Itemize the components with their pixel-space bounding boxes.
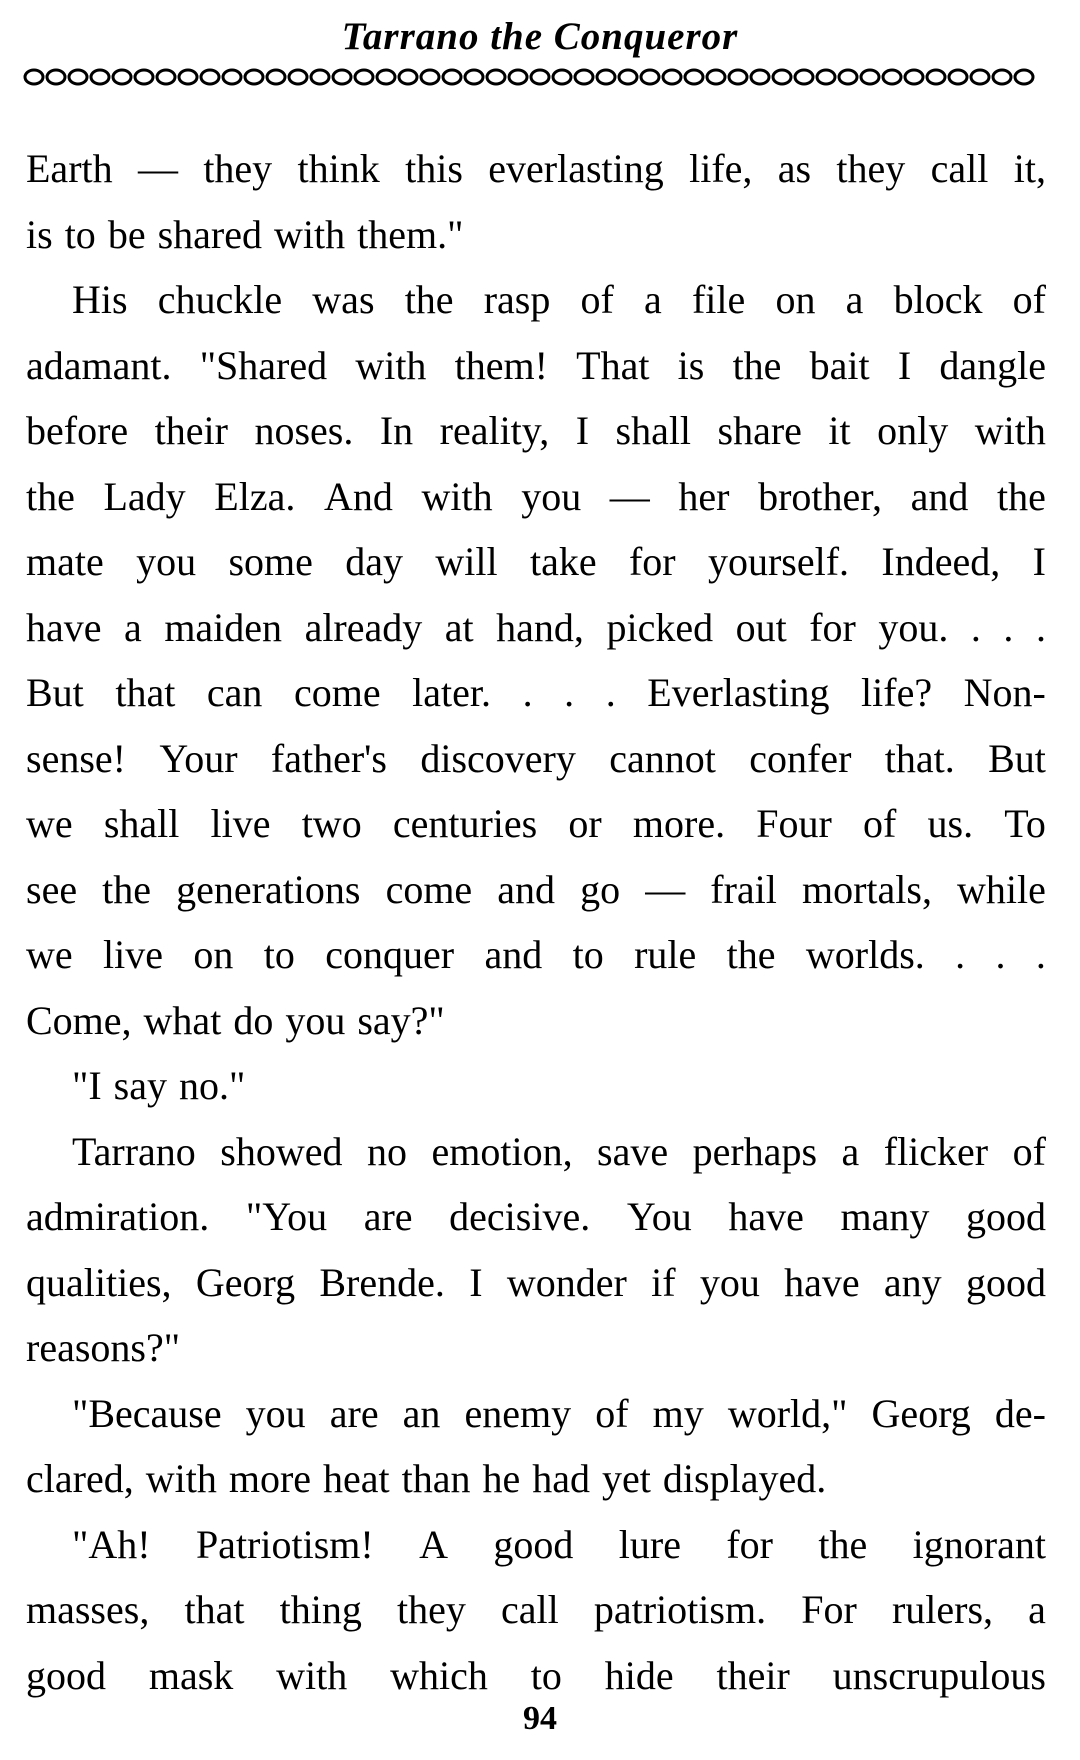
ornament-loop	[751, 70, 769, 84]
text-line: "Ah! Patriotism! A good lure for the ignorant	[72, 1521, 1046, 1567]
ornament-loop	[839, 70, 857, 84]
text-line: sense! Your father's discovery cannot confer that. But	[26, 735, 1046, 781]
ornament-loop	[333, 70, 351, 84]
ornament-loop	[685, 70, 703, 84]
text-line: adamant. "Shared with them! That is the bait I dangle	[26, 342, 1046, 388]
text-line: good mask with which to hide their unscrupulous	[26, 1652, 1046, 1698]
ornament-loop	[135, 70, 153, 84]
ornament-loop	[487, 70, 505, 84]
ornament-loop	[311, 70, 329, 84]
body-text	[26, 136, 1046, 1708]
text-line: Come, what do you say?"	[26, 997, 445, 1043]
ornament-loop	[377, 70, 395, 84]
text-line: "Because you are an enemy of my world," Georg de-	[72, 1390, 1046, 1436]
text-line: clared, with more heat than he had yet displayed.	[26, 1456, 827, 1501]
ornament-loop	[993, 70, 1011, 84]
text-line: before their noses. In reality, I shall share it only with	[26, 408, 1046, 453]
text-line: have a maiden already at hand, picked out for you. . . .	[26, 604, 1046, 650]
text-line: masses, that thing they call patriotism. For rulers, a	[26, 1587, 1046, 1632]
ornament-loop	[817, 70, 835, 84]
ornament-loop	[69, 70, 87, 84]
text-line: mate you some day will take for yourself. Indeed, I	[26, 539, 1046, 584]
ornament-loop	[949, 70, 967, 84]
ornament-loop	[795, 70, 813, 84]
text-line: we live on to conquer and to rule the worlds. . . .	[26, 932, 1046, 977]
ornament-loop	[113, 70, 131, 84]
text-line: "I say no."	[72, 1063, 246, 1108]
ornament-loop	[905, 70, 923, 84]
ornament-loop	[245, 70, 263, 84]
ornament-loop	[223, 70, 241, 84]
ornament-loop	[531, 70, 549, 84]
ornament-loop	[1015, 70, 1033, 84]
ornament-loop	[47, 70, 65, 84]
text-line: reasons?"	[26, 1325, 181, 1370]
ornament-loop	[179, 70, 197, 84]
ornament-loop	[553, 70, 571, 84]
ornament-loop	[509, 70, 527, 84]
ornament-loop	[619, 70, 637, 84]
ornament-loop	[201, 70, 219, 84]
ornament-loop	[663, 70, 681, 84]
ornament-loop	[707, 70, 725, 84]
text-line: qualities, Georg Brende. I wonder if you have any good	[26, 1259, 1046, 1305]
ornament-loop	[421, 70, 439, 84]
ornament-loop	[773, 70, 791, 84]
ornament-loop	[861, 70, 879, 84]
ornament-loop	[355, 70, 373, 84]
ornament-loop	[927, 70, 945, 84]
text-line: is to be shared with them."	[26, 211, 464, 257]
page-number: 94	[523, 1700, 557, 1737]
ornament-loop	[971, 70, 989, 84]
text-line: Tarrano showed no emotion, save perhaps a flicker of	[72, 1128, 1046, 1174]
text-line: But that can come later. . . . Everlasting life? Non-	[26, 670, 1046, 715]
text-line: admiration. "You are decisive. You have many good	[26, 1194, 1046, 1239]
text-line: Earth — they think this everlasting life, as they call it,	[26, 146, 1046, 191]
ornament-loop	[597, 70, 615, 84]
ornament-loop	[883, 70, 901, 84]
ornament-loop	[289, 70, 307, 84]
ornament-loop	[443, 70, 461, 84]
text-line: we shall live two centuries or more. Four of us. To	[26, 801, 1046, 846]
ornament-loop	[465, 70, 483, 84]
text-line: see the generations come and go — frail mortals, while	[26, 866, 1046, 912]
ornament-loop	[157, 70, 175, 84]
running-head: Tarrano the Conqueror	[341, 15, 739, 58]
ornamental-rule	[22, 66, 1052, 88]
ornament-loop	[91, 70, 109, 84]
ornament-loop	[267, 70, 285, 84]
ornament-loop	[399, 70, 417, 84]
ornament-loop	[729, 70, 747, 84]
ornament-loop	[25, 70, 43, 84]
ornament-loop	[641, 70, 659, 84]
ornament-loop	[575, 70, 593, 84]
text-line: His chuckle was the rasp of a file on a block of	[72, 277, 1046, 322]
text-line: the Lady Elza. And with you — her brother, and the	[26, 473, 1046, 519]
